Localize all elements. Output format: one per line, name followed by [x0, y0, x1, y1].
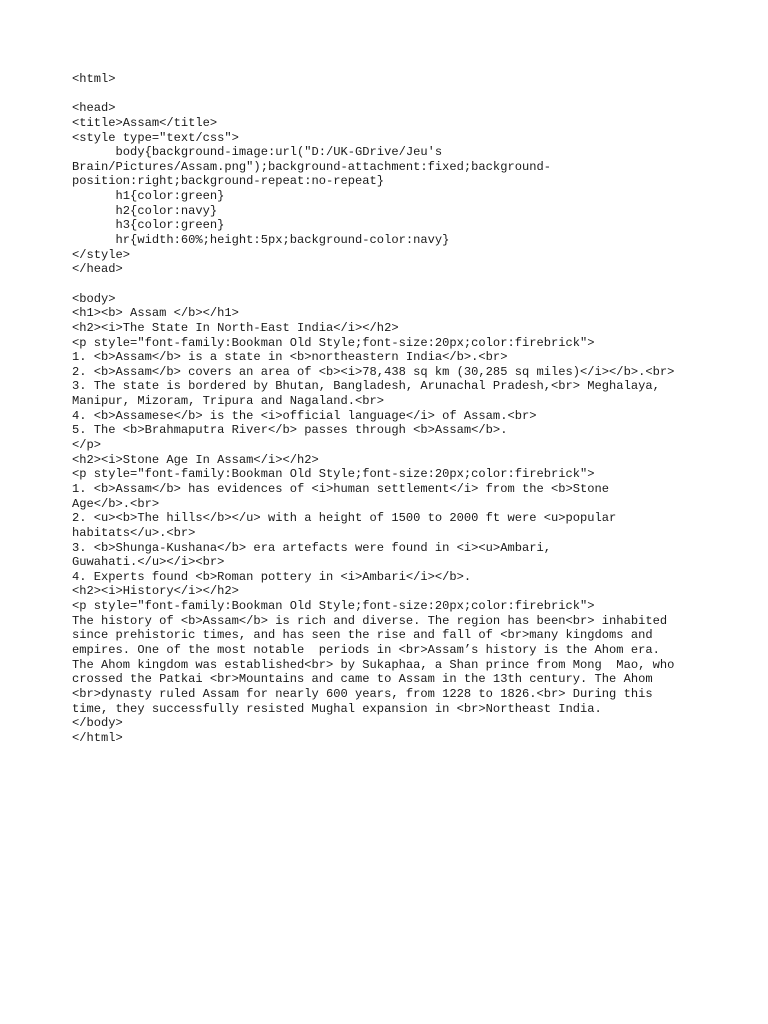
code-line: <p style="font-family:Bookman Old Style;font-size:20px;color:firebrick"> — [72, 335, 595, 350]
code-line: <head> — [72, 101, 116, 116]
code-line: <title>Assam</title> — [72, 115, 218, 130]
code-line: <html> — [72, 72, 116, 86]
code-line: position:right;background-repeat:no-repeat} — [72, 174, 385, 189]
code-line: </style> — [72, 247, 131, 262]
code-line: <h2><i>History</i></h2> — [72, 584, 239, 599]
code-line: empires. One of the most notable periods in <br>Assam’s history is the Ahom era. — [72, 642, 660, 657]
code-line: habitats</u>.<br> — [72, 525, 196, 540]
code-line: h3{color:green} — [72, 218, 225, 233]
code-line: <h1><b> Assam </b></h1> — [72, 306, 239, 321]
code-line: <h2><i>Stone Age In Assam</i></h2> — [72, 452, 319, 467]
code-line: 5. The <b>Brahmaputra River</b> passes through <b>Assam</b>. — [72, 423, 508, 438]
code-line: 1. <b>Assam</b> is a state in <b>northeastern India</b>.<br> — [72, 350, 508, 365]
code-line: <br>dynasty ruled Assam for nearly 600 years, from 1228 to 1826.<br> During this — [72, 686, 653, 701]
code-line: The Ahom kingdom was established<br> by Sukaphaa, a Shan prince from Mong Mao, who — [72, 657, 675, 672]
code-line: Brain/Pictures/Assam.png");background-attachment:fixed;background- — [72, 159, 551, 174]
code-line: Manipur, Mizoram, Tripura and Nagaland.<br> — [72, 394, 385, 409]
code-line: <p style="font-family:Bookman Old Style;font-size:20px;color:firebrick"> — [72, 467, 595, 482]
code-line: <style type="text/css"> — [72, 130, 239, 145]
code-line: </body> — [72, 716, 123, 731]
code-line: since prehistoric times, and has seen the rise and fall of <br>many kingdoms and — [72, 628, 653, 643]
code-line: <body> — [72, 291, 116, 306]
code-line: <p style="font-family:Bookman Old Style;font-size:20px;color:firebrick"> — [72, 599, 595, 614]
code-line: 4. <b>Assamese</b> is the <i>official language</i> of Assam.<br> — [72, 408, 537, 423]
code-line: <h2><i>The State In North-East India</i></h2> — [72, 320, 399, 335]
code-line: </p> — [72, 438, 102, 453]
code-line: Guwahati.</u></i><br> — [72, 555, 225, 570]
code-line: </head> — [72, 262, 123, 277]
code-line: crossed the Patkai <br>Mountains and came to Assam in the 13th century. The Ahom — [72, 672, 653, 687]
code-line: </html> — [72, 730, 123, 745]
code-line: h1{color:green} — [72, 189, 225, 204]
code-line: 3. The state is bordered by Bhutan, Bangladesh, Arunachal Pradesh,<br> Meghalaya, — [72, 379, 660, 394]
code-line: 2. <b>Assam</b> covers an area of <b><i>78,438 sq km (30,285 sq miles)</i></b>.<br> — [72, 364, 675, 379]
code-line: 3. <b>Shunga-Kushana</b> era artefacts were found in <i><u>Ambari, — [72, 540, 551, 555]
code-line: body{background-image:url("D:/UK-GDrive/Jeu's — [72, 145, 443, 160]
code-line — [72, 277, 752, 292]
code-line: Age</b>.<br> — [72, 496, 160, 511]
document-page — [72, 72, 752, 745]
code-line: 4. Experts found <b>Roman pottery in <i>Ambari</i></b>. — [72, 569, 472, 584]
code-line: 1. <b>Assam</b> has evidences of <i>human settlement</i> from the <b>Stone — [72, 481, 610, 496]
code-line: 2. <u><b>The hills</b></u> with a height of 1500 to 2000 ft were <u>popular — [72, 511, 617, 526]
code-line: The history of <b>Assam</b> is rich and diverse. The region has been<br> inhabited — [72, 613, 668, 628]
code-line — [72, 87, 752, 102]
code-line: hr{width:60%;height:5px;background-color:navy} — [72, 233, 450, 248]
code-line: h2{color:navy} — [72, 203, 218, 218]
code-line: time, they successfully resisted Mughal expansion in <br>Northeast India. — [72, 701, 602, 716]
